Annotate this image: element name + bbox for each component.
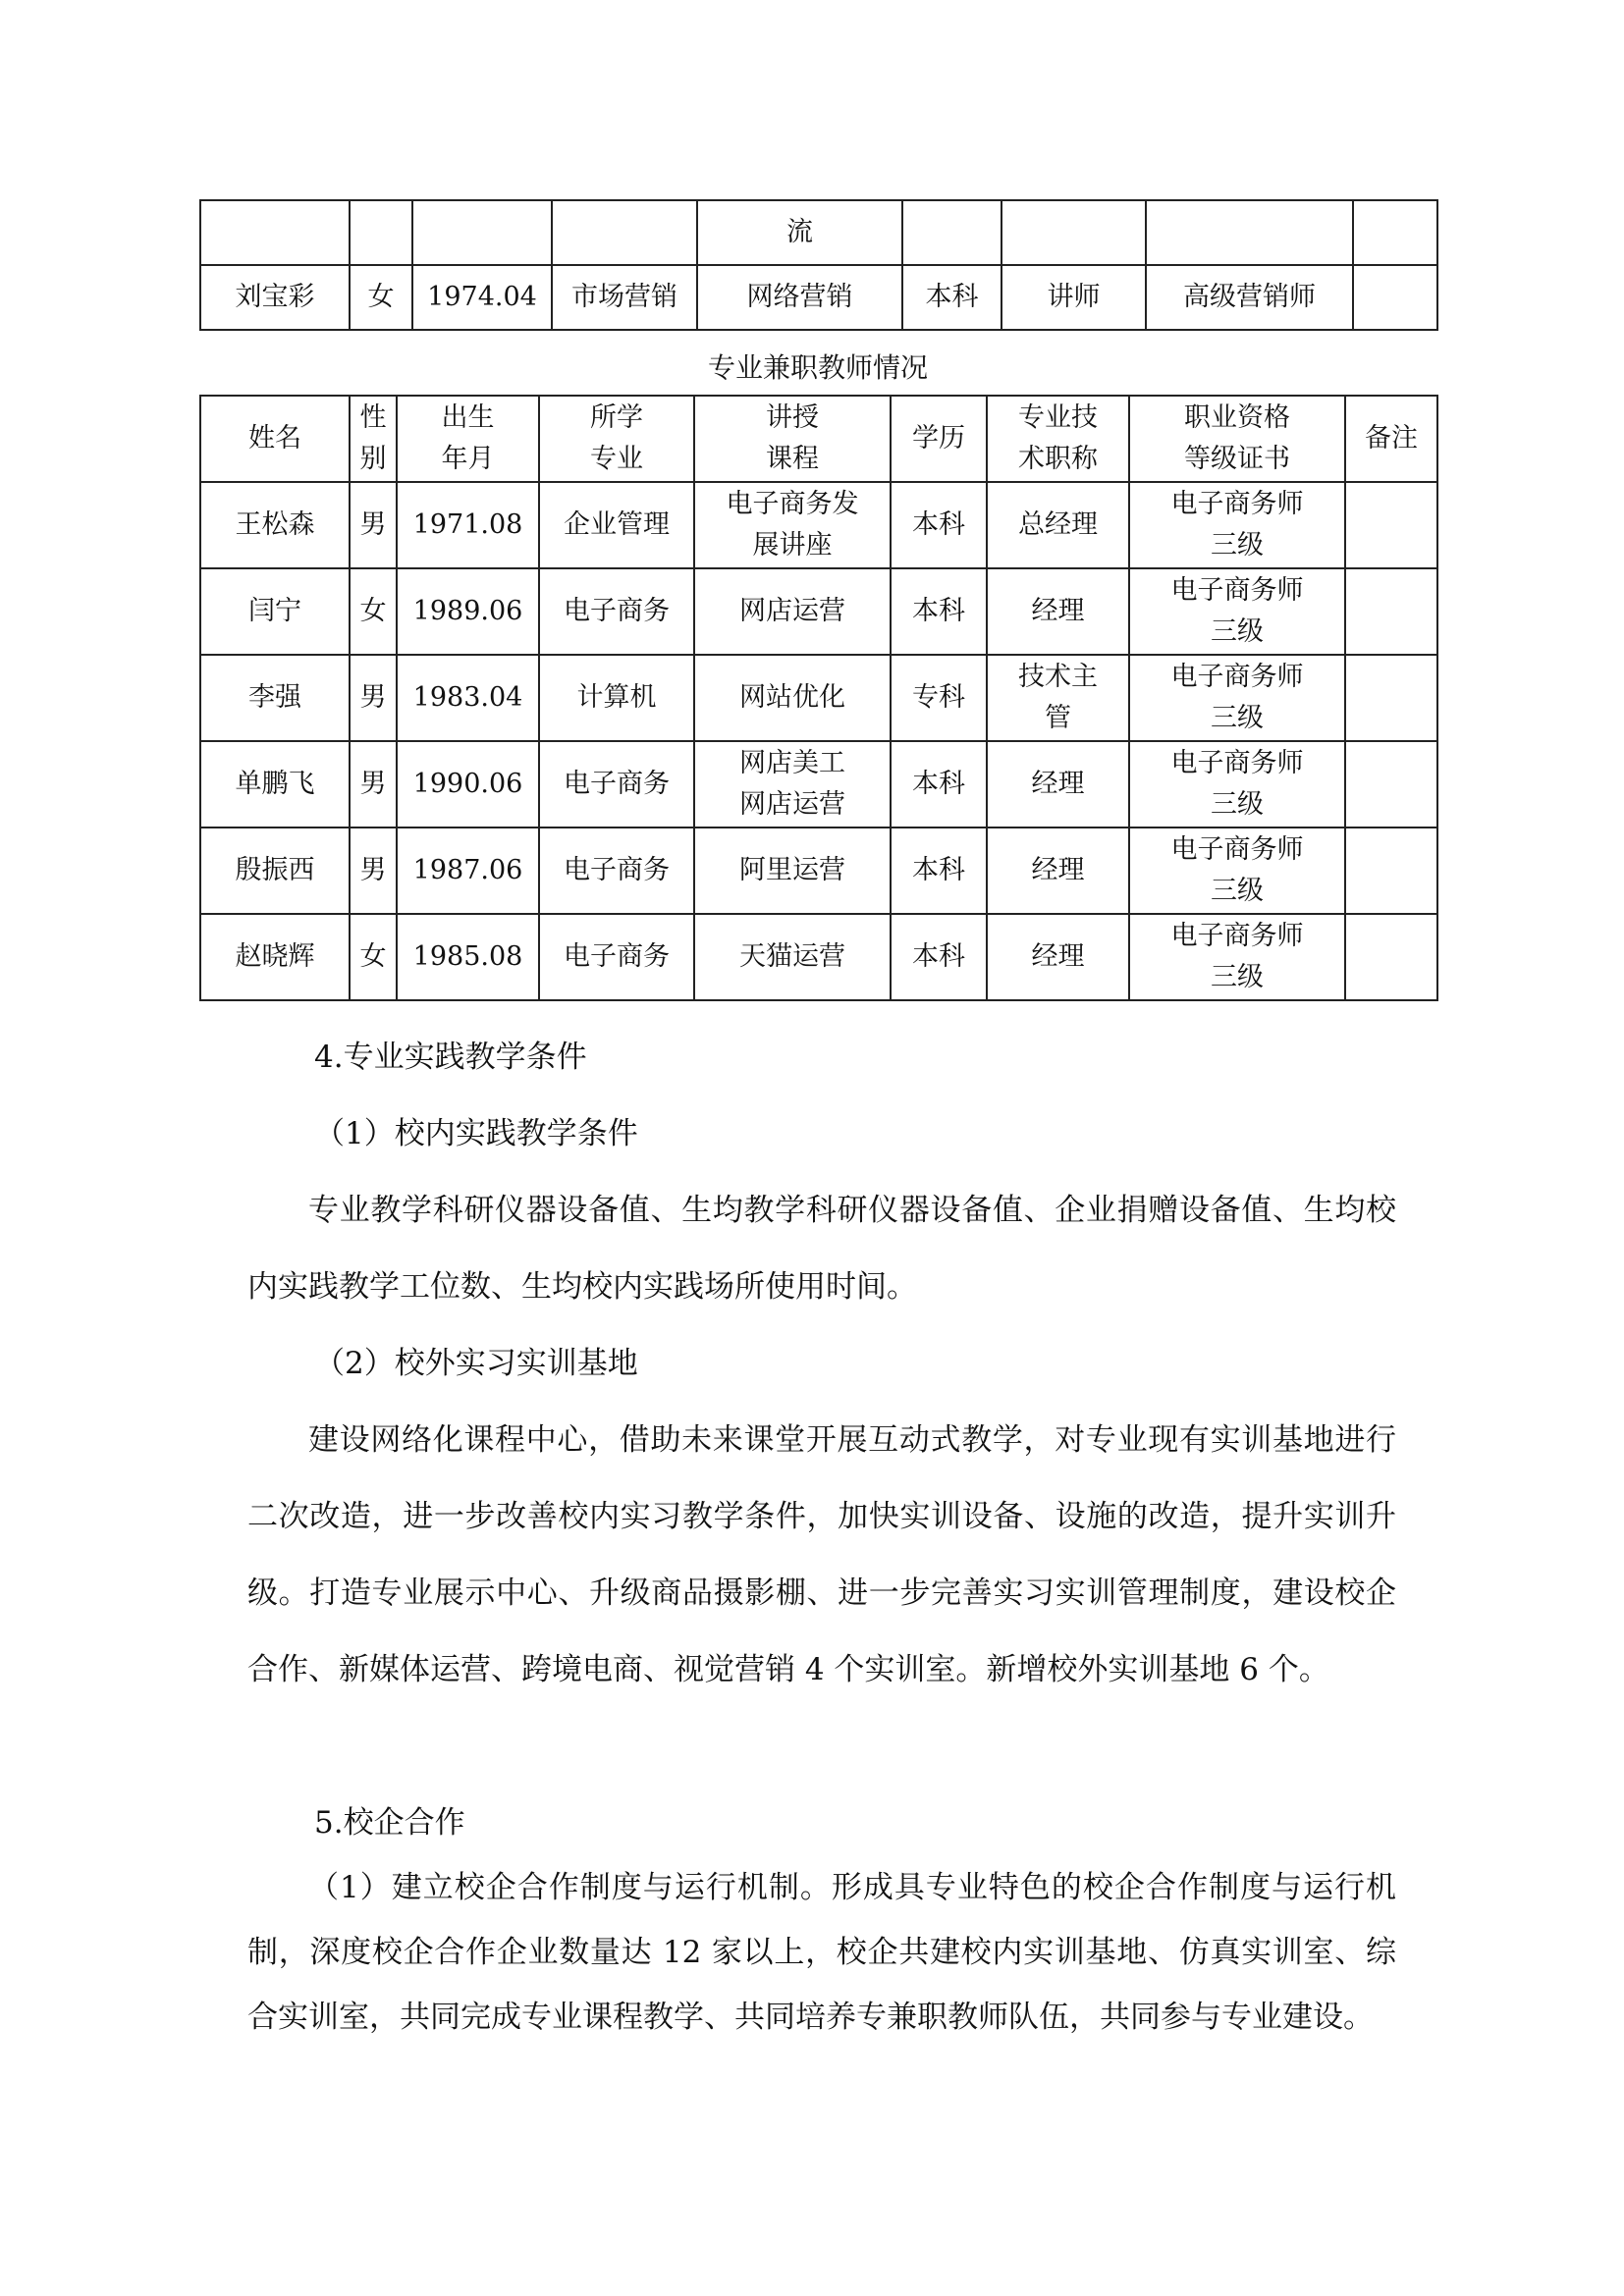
table-cell: 电子商务发 展讲座 [694,482,891,568]
table-cell: 高级营销师 [1146,265,1353,330]
table-row [200,655,1437,741]
table-cell: 本科 [891,828,987,914]
table-cell: 电子商务 [539,914,694,1000]
table-cell: 男 [350,482,397,568]
column-header: 备注 [1345,396,1437,482]
table-cell: 专科 [891,655,987,741]
section-4-heading: 4.专业实践教学条件 [314,1040,587,1075]
table-cell: 市场营销 [552,265,697,330]
table-cell [1345,914,1437,1000]
table-row [200,914,1437,1000]
table-cell: 赵晓辉 [200,914,350,1000]
section-4-2-heading: （2）校外实习实训基地 [314,1346,638,1381]
table-cell: 经理 [987,568,1129,655]
table-cell [1345,741,1437,828]
column-header: 讲授 课程 [694,396,891,482]
table-cell: 讲师 [1001,265,1146,330]
table-cell: 1974.04 [412,265,552,330]
table-header-row [200,396,1437,482]
table-cell: 经理 [987,741,1129,828]
table-cell: 殷振西 [200,828,350,914]
column-header: 学历 [891,396,987,482]
table-cell: 流 [697,200,902,265]
table-row [200,482,1437,568]
table-cell: 刘宝彩 [200,265,350,330]
table-cell: 女 [350,265,412,330]
table-cell: 电子商务师 三级 [1129,741,1345,828]
table-cell: 网络营销 [697,265,902,330]
table-cell: 女 [350,914,397,1000]
table-cell: 阿里运营 [694,828,891,914]
table-cell [902,200,1001,265]
table-cell: 本科 [891,568,987,655]
column-header: 性 别 [350,396,397,482]
table-cell: 1989.06 [397,568,539,655]
table-cell: 本科 [891,482,987,568]
section-4-1-paragraph: 专业教学科研仪器设备值、生均教学科研仪器设备值、企业捐赠设备值、生均校内实践教学工位数、生均校内实践场所使用时间。 [247,1193,1396,1305]
table-row [200,568,1437,655]
table-cell [1345,655,1437,741]
table-cell: 网店运营 [694,568,891,655]
table-row [200,741,1437,828]
table-cell: 王松森 [200,482,350,568]
column-header: 出生 年月 [397,396,539,482]
table-cell: 1985.08 [397,914,539,1000]
table-row [200,200,1437,265]
table-cell [1345,828,1437,914]
table-cell: 男 [350,741,397,828]
table-cell: 本科 [891,741,987,828]
table-cell: 总经理 [987,482,1129,568]
table-cell: 电子商务 [539,741,694,828]
table-cell [1345,482,1437,568]
table-cell [1345,568,1437,655]
table-cell: 1971.08 [397,482,539,568]
table-cell: 电子商务师 三级 [1129,655,1345,741]
table-cell: 电子商务师 三级 [1129,568,1345,655]
table-cell [552,200,697,265]
table-cell: 本科 [891,914,987,1000]
table-row [200,828,1437,914]
table-cell: 网站优化 [694,655,891,741]
table-cell: 网店美工 网店运营 [694,741,891,828]
full-time-teacher-table-continuation [199,199,1438,331]
table-cell: 企业管理 [539,482,694,568]
table-cell: 1983.04 [397,655,539,741]
table-cell: 男 [350,828,397,914]
table-cell: 经理 [987,828,1129,914]
table-cell [350,200,412,265]
table-cell: 计算机 [539,655,694,741]
part-time-teacher-table [199,395,1438,1001]
table-cell [412,200,552,265]
table-cell [1353,200,1437,265]
table-cell: 电子商务 [539,568,694,655]
table-cell: 1987.06 [397,828,539,914]
table-cell [200,200,350,265]
table-cell: 1990.06 [397,741,539,828]
section-5-heading: 5.校企合作 [314,1805,465,1841]
table-cell: 经理 [987,914,1129,1000]
table-cell: 本科 [902,265,1001,330]
table-cell: 单鹏飞 [200,741,350,828]
table-cell: 男 [350,655,397,741]
table-row [200,265,1437,330]
table-cell [1146,200,1353,265]
column-header: 姓名 [200,396,350,482]
table-cell: 电子商务师 三级 [1129,482,1345,568]
table-cell: 女 [350,568,397,655]
column-header: 专业技 术职称 [987,396,1129,482]
table-cell: 技术主 管 [987,655,1129,741]
table-cell: 电子商务师 三级 [1129,828,1345,914]
section-4-2-paragraph: 建设网络化课程中心，借助未来课堂开展互动式教学，对专业现有实训基地进行二次改造，进一步改善校内实习教学条件，加快实训设备、设施的改造，提升实训升级。打造专业展示中心、升级商品摄影棚、进一步完善实习实训管理制度，建设校企合作、新媒体运营、跨境电商、视觉营销 4 个实训室。新增校外实训基地 6 个。 [247,1422,1396,1687]
table-cell [1001,200,1146,265]
table-cell: 闫宁 [200,568,350,655]
table-caption: 专业兼职教师情况 [707,351,928,384]
table-cell: 电子商务师 三级 [1129,914,1345,1000]
table-cell: 天猫运营 [694,914,891,1000]
section-5-1-paragraph: （1）建立校企合作制度与运行机制。形成具专业特色的校企合作制度与运行机制，深度校企合作企业数量达 12 家以上，校企共建校内实训基地、仿真实训室、综合实训室，共同完成专业课程教学、共同培养专兼职教师队伍，共同参与专业建设。 [247,1870,1396,2035]
table-cell: 李强 [200,655,350,741]
column-header: 职业资格 等级证书 [1129,396,1345,482]
column-header: 所学 专业 [539,396,694,482]
table-cell: 电子商务 [539,828,694,914]
table-cell [1353,265,1437,330]
section-4-1-heading: （1）校内实践教学条件 [314,1116,638,1151]
